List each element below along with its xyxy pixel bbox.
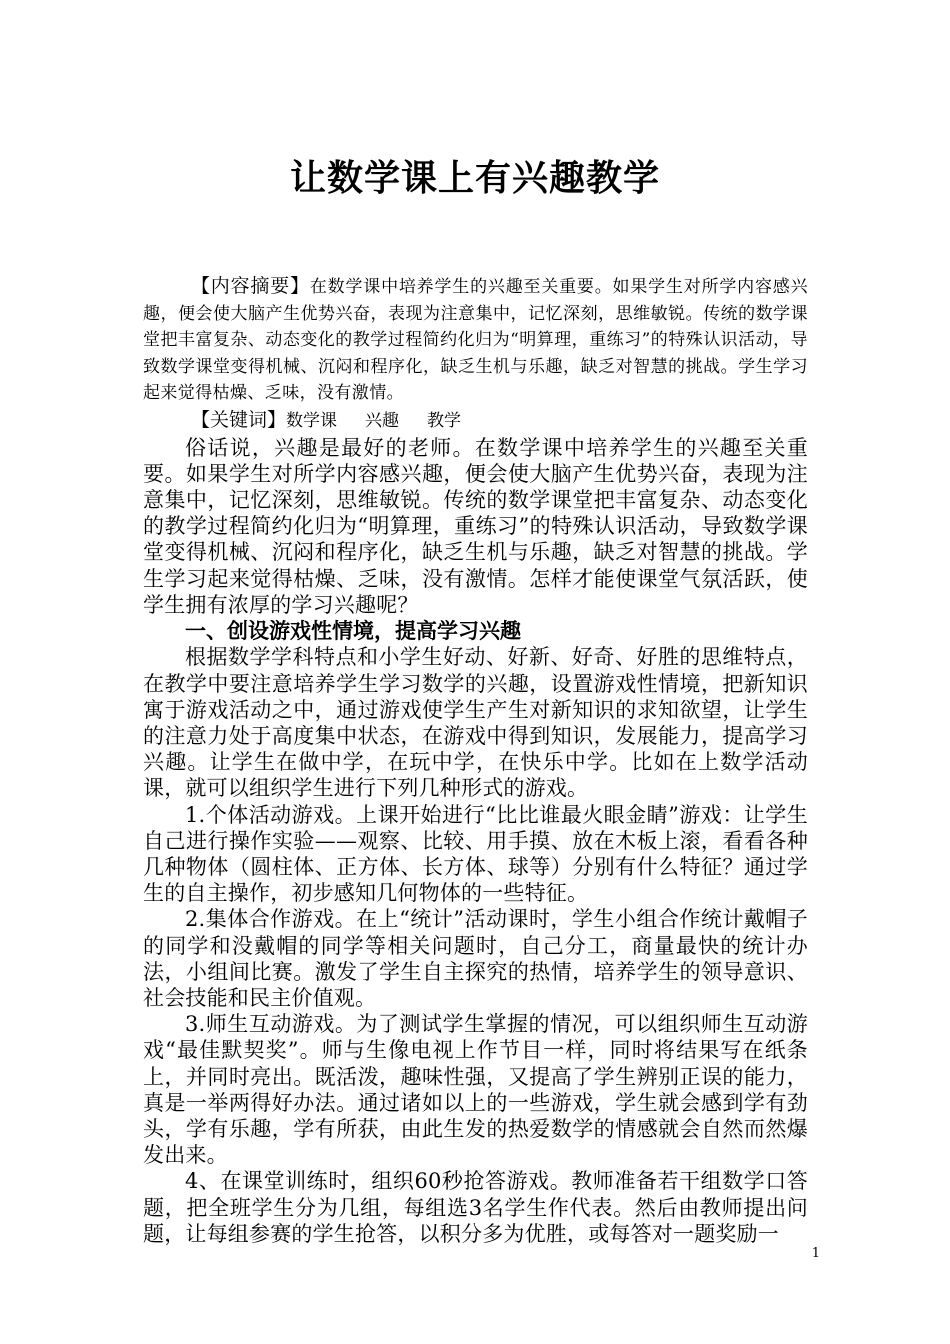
keywords-line xyxy=(143,407,808,435)
list-item-1: 1.个体活动游戏。上课开始进行“比比谁最火眼金睛”游戏：让学生自己进行操作实验——观察、比较、用手摸、放在木板上滚，看看各种几种物体（圆柱体、正方体、长方体、球等）分别有什么特征？通过学生的自主操作，初步感知几何物体的一些特征。 xyxy=(143,802,808,906)
keyword: 教学 xyxy=(427,410,462,431)
intro-paragraph: 俗话说，兴趣是最好的老师。在数学课中培养学生的兴趣至关重要。如果学生对所学内容感兴趣，便会使大脑产生优势兴奋，表现为注意集中，记忆深刻，思维敏锐。传统的数学课堂把丰富复杂、动态变化的教学过程简约化归为“明算理，重练习”的特殊认识活动，导致数学课堂变得机械、沉闷和程序化，缺乏生机与乐趣，缺乏对智慧的挑战。学生学习起来觉得枯燥、乏味，没有激情。怎样才能使课堂气氛活跃，使学生拥有浓厚的学习兴趣呢？ xyxy=(143,435,808,617)
document-title: 让数学课上有兴趣教学 xyxy=(289,158,660,199)
list-item-3: 3.师生互动游戏。为了测试学生掌握的情况，可以组织师生互动游戏“最佳默契奖”。师与生像电视上作节目一样，同时将结果写在纸条上，并同时亮出。既活泼，趣味性强，又提高了学生辨别正误的能力，真是一举两得好办法。通过诸如以上的一些游戏，学生就会感到学有劲头，学有乐趣，学有所获，由此生发的热爱数学的情感就会自然而然爆发出来。 xyxy=(143,1012,808,1168)
section-heading: 一、创设游戏性情境，提高学习兴趣 xyxy=(185,618,521,643)
document-body xyxy=(143,273,808,1247)
list-item-4: 4、在课堂训练时，组织60秒抢答游戏。教师准备若干组数学口答题，把全班学生分为几组，每组选3名学生作代表。然后由教师提出问题，让每组参赛的学生抢答，以积分多为优胜，或每答对一题奖励一 xyxy=(143,1169,808,1246)
summary-text: 在数学课中培养学生的兴趣至关重要。如果学生对所学内容感兴趣，便会使大脑产生优势兴奋，表现为注意集中，记忆深刻，思维敏锐。传统的数学课堂把丰富复杂、动态变化的教学过程简约化归为“明算理，重练习”的特殊认识活动，导致数学课堂变得机械、沉闷和程序化，缺乏生机与乐趣，缺乏对智慧的挑战。学生学习起来觉得枯燥、乏味，没有激情。 xyxy=(143,277,808,403)
page-number: 1 xyxy=(811,1246,820,1261)
section-paragraph: 根据数学学科特点和小学生好动、好新、好奇、好胜的思维特点，在教学中要注意培养学生学习数学的兴趣，设置游戏性情境，把新知识寓于游戏活动之中，通过游戏使学生产生对新知识的求知欲望，让学生的注意力处于高度集中状态，在游戏中得到知识，发展能力，提高学习兴趣。让学生在做中学，在玩中学，在快乐中学。比如在上数学活动课，就可以组织学生进行下列几种形式的游戏。 xyxy=(143,645,808,801)
keyword: 兴趣 xyxy=(365,410,400,431)
summary-label: 【内容摘要】 xyxy=(191,275,310,297)
keywords-label: 【关键词】 xyxy=(191,408,287,431)
summary-paragraph xyxy=(143,273,808,407)
keyword: 数学课 xyxy=(286,410,338,431)
list-item-2: 2.集体合作游戏。在上“统计”活动课时，学生小组合作统计戴帽子的同学和没戴帽的同学等相关问题时，自己分工，商量最快的统计办法，小组间比赛。激发了学生自主探究的热情，培养学生的领导意识、社会技能和民主价值观。 xyxy=(143,907,808,1011)
